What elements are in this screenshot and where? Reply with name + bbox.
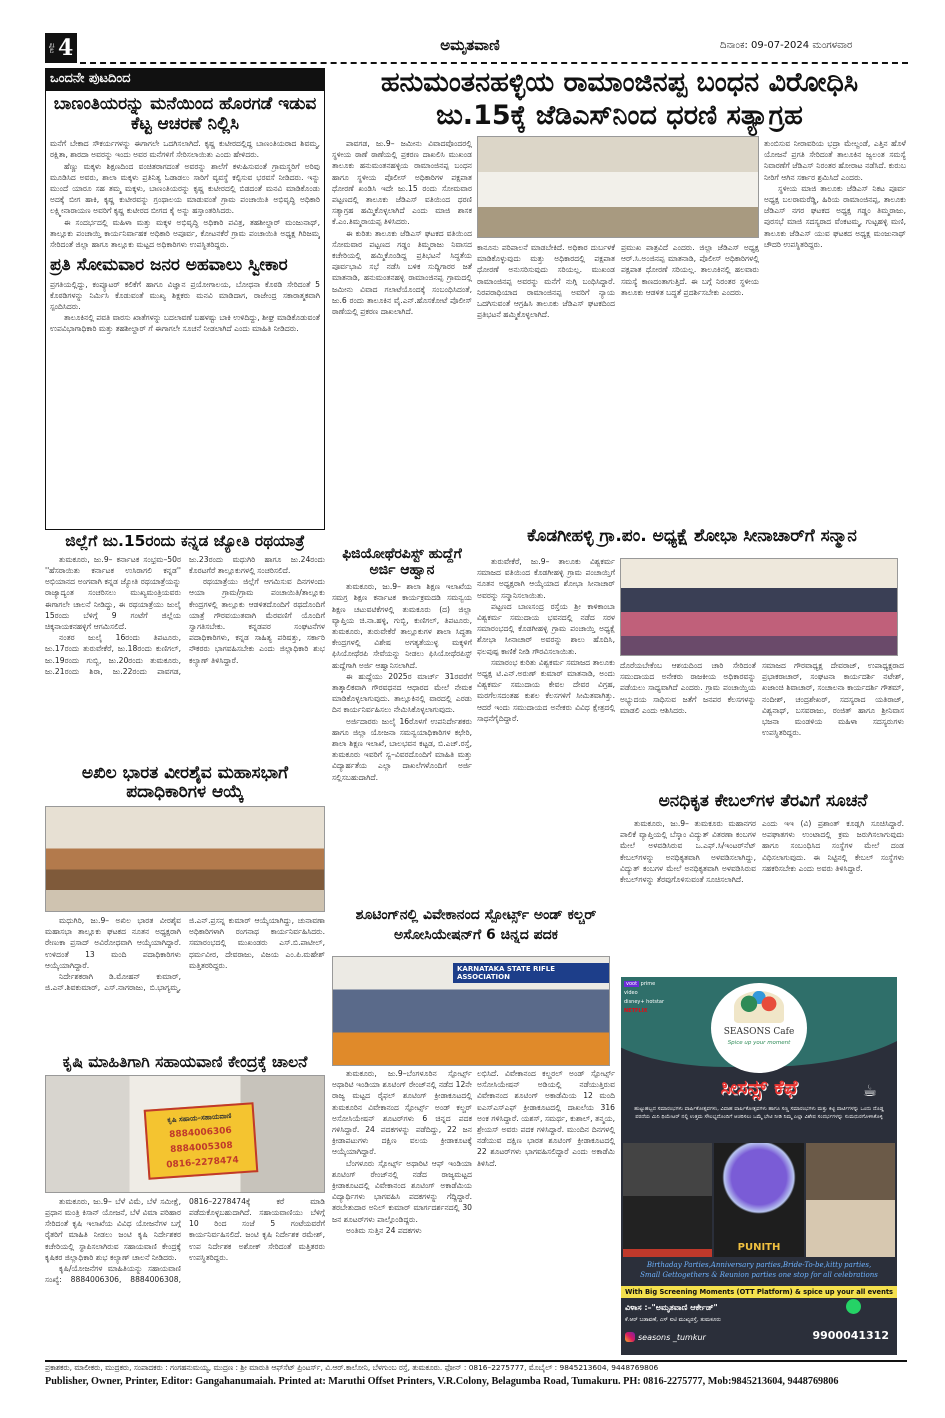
masthead-rule — [80, 62, 908, 64]
shooting-team-photo — [332, 956, 610, 1066]
logo-tagline: Spice up your moment — [727, 1040, 791, 1046]
banner-text: KARNATAKA STATE RIFLE ASSOCIATION — [453, 963, 609, 983]
netflix-logo: NETFLIX — [624, 1008, 648, 1014]
paragraph: ನಿರ್ದೇಶಕರಾಗಿ ಡಿ.ಮೋಹನ್ ಕುಮಾರ್, ಜಿ.ಎನ್.ಶಿವಕುಮಾರ್, ಎಸ್.ನಾಗರಾಜು, ಬಿ.ಭಾಗ್ಯಮ್ಮ, ಜಿ.ಎನ್.ಪ್ರಸನ್ನ ಕುಮಾರ್ ಆಯ್ಕೆಯಾಗಿದ್ದು, ಚುನಾವಣಾ ಅಧಿಕಾರಿಗಳಾಗಿ ರಂಗನಾಥ ಕಾರ್ಯನಿರ್ವಹಿಸಿದರು. ಸಮಾರಂಭದಲ್ಲಿ ಮುಖಂಡರು ಎಸ್.ಬಿ.ಪಾಟೀಲ್, ಧರ್ಮವೀರ, ದೇವರಾಜು, ವಿಜಯ ಎಂ.ಪಿ.ಮಹೇಶ್ ಮತ್ತಿತರರಿದ್ದರು. — [45, 915, 325, 993]
helpline-banner — [144, 1102, 259, 1180]
coffee-cup-icon: ☕ — [862, 1081, 877, 1100]
article-body — [50, 279, 320, 335]
paragraph: ನಂತರ ಜುಲೈ 16ರಂದು ತಿಪಟೂರು, ಜು.17ರಂದು ತುರುವೇಕೆರೆ, ಜು.18ರಂದು ಕುಣಿಗಲ್, ಜು.19ರಂದು ಗುಬ್ಬಿ, ಜು.20ರಂದು ತುಮಕೂರು, ಜು.21ರಂದು ಶಿರಾ, ಜು.22ರಂದು ಪಾವಗಡ, ಜು.23ರಂದು ಮಧುಗಿರಿ ಹಾಗೂ ಜು.24ರಂದು ಕೊರಟಗೆರೆ ತಾಲ್ಲೂಕುಗಳಲ್ಲಿ ಸಂಚರಿಸಲಿದೆ. — [45, 554, 325, 676]
paragraph: ಪ್ರಮುಖ ಪಾತ್ರವಿದೆ ಎಂದರು. ಜಿಲ್ಲಾ ಜೆಡಿಎಸ್ ಅಧ್ಯಕ್ಷ ಆರ್.ಸಿ.ಅಂಜಿನಪ್ಪ ಮಾತನಾಡಿ, ಪೊಲೀಸ್ ಅಧಿಕಾರಿಗಳಲ್ಲಿ ಪಕ್ಷಪಾತ ಧೋರಣೆ ಸರಿಯಲ್ಲ. ತಾಲೂಕಿನಲ್ಲಿ ಹಲವಾರು ಸಮಸ್ಯೆ ಕಾಣದಂತಾಗುತ್ತಿದೆ. ಈ ಬಗ್ಗೆ ನಿರಂತರ ಸ್ಥಳೀಯ ತಾಲೂಕು ಆಡಳಿತ ಬದ್ಧತೆ ಪ್ರದರ್ಶಿಸಬೇಕು ಎಂದರು. — [621, 243, 759, 297]
footer-kannada: ಪ್ರಕಾಶಕರು, ಮಾಲೀಕರು, ಮುದ್ರಕರು, ಸಂಪಾದಕರು : ಗಂಗಹನುಮಯ್ಯ, ಮುದ್ರಣ : ಶ್ರೀ ಮಾರುತಿ ಆಫ್‌ಸೆಟ್ ಪ್ರಿಂಟರ್ಸ್, ವಿ.ಆರ್.ಕಾಲೋನಿ, ಬೆಳಗುಂಬ ರಸ್ತೆ, ತುಮಕೂರು. ಫೋನ್ : 0816–2275777, ಮೊಬೈಲ್ : 9845213604, 9448769806 — [45, 1363, 659, 1372]
paragraph: ತುಂಬಿಸುವ ನೀರಾವರಿಯ ಭದ್ರಾ ಮೇಲ್ದಂಡೆ, ಎತ್ತಿನ ಹೊಳೆ ಯೋಜನೆ ಪ್ರಗತಿ ಸೇರಿದಂತೆ ತಾಲೂಕಿನ ಜ್ವಲಂತ ಸಮಸ್ಯೆ ನಿವಾರಣೆಗೆ ಜೆಡಿಎಸ್ ನಿರಂತರ ಹೋರಾಟ ನಡೆಸಿದೆ. ಕುರುಬ ನೀರಿಗೆ ಆಗಿನ ಸರ್ಕಾರ ಶ್ರಮಿಸಿದೆ ಎಂದರು. — [764, 139, 906, 182]
article-headline: ಕೃಷಿ ಮಾಹಿತಿಗಾಗಿ ಸಹಾಯವಾಣಿ ಕೇಂದ್ರಕ್ಕೆ ಚಾಲನೆ — [62, 1052, 308, 1071]
instagram-handle: seasons _tumkur — [638, 1332, 706, 1342]
left-column — [45, 68, 325, 1334]
banner-phone: 8884006306 — [168, 1125, 233, 1140]
tree-icon — [734, 991, 784, 1023]
felicitation-photo — [620, 558, 898, 656]
banner-title: ಕೃಷಿ ಸಹಾಯ–ಸಹಾಯವಾಣಿ — [167, 1111, 232, 1125]
paragraph: ತುಮಕೂರು, ಜು.9– ಶಾಲಾ ಶಿಕ್ಷಣ ಇಲಾಖೆಯ ಸಮಗ್ರ ಶಿಕ್ಷಣ ಕರ್ನಾಟಕ ಕಾರ್ಯಕ್ರಮದಡಿ ಸಮನ್ವಯ ಶಿಕ್ಷಣ ಚಟುವಟಿಕೆಗಳಲ್ಲಿ ತುಮಕೂರು (ದ) ಜಿಲ್ಲಾ ವ್ಯಾಪ್ತಿಯ ಚಿ.ನಾ.ಹಳ್ಳಿ, ಗುಬ್ಬಿ, ಕುಣಿಗಲ್, ತಿಪಟೂರು, ತುಮಕೂರು, ತುರುವೇಕೆರೆ ತಾಲ್ಲೂಕುಗಳ ಶಾಲಾ ಸಿದ್ಧತಾ ಕೇಂದ್ರಗಳಲ್ಲಿ ವಿಶೇಷ ಅಗತ್ಯತೆಯುಳ್ಳ ಮಕ್ಕಳಿಗೆ ಫಿಸಿಯೋಥೆರಪಿ ಸೇವೆಯನ್ನು ನೀಡಲು ಫಿಸಿಯೋಥೆರಪಿಸ್ಟ್ ಹುದ್ದೆಗಾಗಿ ಅರ್ಜಿ ಆಹ್ವಾನಿಸಲಾಗಿದೆ. — [332, 582, 472, 670]
footer-rule — [45, 1360, 907, 1362]
article-body — [332, 1068, 472, 1358]
logo-text: SEASONS Cafe — [723, 1027, 795, 1037]
article-body — [477, 556, 615, 896]
article-body — [332, 138, 472, 526]
venue-photo — [623, 1143, 712, 1257]
article-body — [620, 660, 756, 784]
seasons-cafe-ad — [621, 977, 897, 1355]
paragraph: ತುಮಕೂರು, ಜು.9–ಬೆಂಗಳೂರಿನ ಸ್ಪೋರ್ಟ್ಸ್ ಅಥಾರಿಟಿ ಇಂಡಿಯಾ ಶೂಟಿಂಗ್ ರೇಂಜ್‌ನಲ್ಲಿ ನಡೆದ 12ನೇ ರಾಜ್ಯ ಮಟ್ಟದ ರೈಫಲ್ ಶೂಟಿಂಗ್ ಕ್ರೀಡಾಕೂಟದಲ್ಲಿ ತುಮಕೂರಿನ ವಿವೇಕಾನಂದ ಸ್ಪೋರ್ಟ್ಸ್ ಅಂಡ್ ಕಲ್ಚರ್ ಅಸೋಸಿಯೇಷನ್ ಶೂಟರ್‌ಗಳು 6 ಚಿನ್ನದ ಪದಕ ಗಳಿಸಿದ್ದಾರೆ. 24 ಪದಕಗಳನ್ನು ಪಡೆದಿದ್ದು, 22 ಜನ ಕ್ರೀಡಾಪಟುಗಳು ದಕ್ಷಿಣ ವಲಯ ಕ್ರೀಡಾಕೂಟಕ್ಕೆ ಆಯ್ಕೆಯಾಗಿದ್ದಾರೆ. — [332, 1069, 472, 1157]
paragraph: ಸಮಾಜದ ಗೌರವಾಧ್ಯಕ್ಷ ದೇವರಾಜ್, ಉಪಾಧ್ಯಕ್ಷರಾದ ಪ್ರಭಾಕರಾಚಾರ್, ಸಂಘಟನಾ ಕಾರ್ಯದರ್ಶಿ ನಟೇಶ್, ಖಜಾಂಚಿ ಶಿವಾಚಾರ್, ಸಂಚಾಲನಾ ಕಾರ್ಯದರ್ಶಿ ಗೌತಮ್, ನಂದೀಶ್, ಚಂದ್ರಶೇಖರ್, ಸದಸ್ಯರಾದ ಯತಿರಾಜ್, ವಿಶ್ವನಾಥ್, ಬಸವರಾಜು, ರಂಜಿತ್ ಹಾಗೂ ಶ್ರೀನಿವಾಸ ಭಜನಾ ಮಂಡಳಿಯ ಮಹಿಳಾ ಸದಸ್ಯರುಗಳು ಉಪಸ್ಥಿತರಿದ್ದರು. — [762, 661, 904, 738]
paragraph: ಹೆಣ್ಣು ಮಕ್ಕಳು ಶಿಕ್ಷಣದಿಂದ ವಂಚಿತರಾಗದಂತೆ ಅವರನ್ನು ಶಾಲೆಗೆ ಕಳುಹಿಸುವಂತೆ ಗ್ರಾಮಸ್ಥರಿಗೆ ಅರಿವು ಮೂಡಿಸಿದ ಅವರು, ಶಾಲಾ ಮಕ್ಕಳು ಪ್ರತಿನಿತ್ಯ ಓಡಾಡಲು ಸಾರಿಗೆ ವ್ಯವಸ್ಥೆ ಕಲ್ಪಿಸುವ ಭರವಸೆ ನೀಡಿದರು. ಇನ್ನು ಮುಂದೆ ಯಾರೂ ಸಹ ತಮ್ಮ ಮಕ್ಕಳು, ಬಾಣಂತಿಯರನ್ನು ಕೃಷ್ಣ ಕುಟೀರದಲ್ಲಿ ಬಿಡದಂತೆ ಮನವಿ ಮಾಡಿಕೊಂಡು ಅದಕ್ಕೆ ಬೀಗ ಹಾಕಿ, ಕೃಷ್ಣ ಕುಟೀರವನ್ನು ಗ್ರಂಥಾಲಯ ಮಾಡುವಂತೆ ಗ್ರಾಮ ಪಂಚಾಯಿತಿ ಅಭಿವೃದ್ಧಿ ಅಧಿಕಾರಿ ಲಕ್ಷ್ಮೀನಾರಾಯಣ ಅವರಿಗೆ ಕೃಷ್ಣ ಕುಟೀರದ ಬೀಗದ ಕೈ ಅನ್ನು ಹಸ್ತಾಂತರಿಸಿದರು. — [50, 161, 320, 216]
paragraph: ಪಾವಗಡ, ಜು.9– ಜಮೀನು ವಿವಾದವೊಂದರಲ್ಲಿ ಸ್ಥಳೀಯ ಠಾಣೆ ಠಾಣೆಯಲ್ಲಿ ಪ್ರಕರಣ ದಾಖಲಿಸಿ ಮುಖಂಡ ತಾಲೂಕು ಹನುಮಂತನಹಳ್ಳಿಯ ರಾಮಾಂಜಿನಪ್ಪ ಬಂಧನ ಹಾಗೂ ಸ್ಥಳೀಯ ಪೊಲೀಸ್ ಅಧಿಕಾರಿಗಳ ಪಕ್ಷಪಾತ ಧೋರಣೆ ಖಂಡಿಸಿ ಇದೇ ಜು.15 ರಂದು ಸೋಮವಾರ ಪಟ್ಟಣದಲ್ಲಿ ತಾಲೂಕು ಜೆಡಿಎಸ್ ವತಿಯಿಂದ ಧರಣಿ ಸತ್ಯಾಗ್ರಹ ಹಮ್ಮಿಕೊಳ್ಳಲಾಗಿದೆ ಎಂದು ಮಾಜಿ ಶಾಸಕ ಕೆ.ಎಂ.ತಿಮ್ಮರಾಯಪ್ಪ ತಿಳಿಸಿದರು. — [332, 139, 472, 227]
voot-logo: voot — [626, 981, 638, 987]
paragraph: ದೊರೆಯಬೇಕೆಂಬ ಆಶಯದಿಂದ ಚಾರಿ ಸೇರಿದಂತೆ ಸಮುದಾಯದ ಅನೇಕರು ರಾಜಕೀಯ ಅಧಿಕಾರವನ್ನು ಪಡೆಯಲು ಸಾಧ್ಯವಾಗಿದೆ ಎಂದರು. ಗ್ರಾಮ ಪಂಚಾಯ್ತಿಯ ಅಭ್ಯುದಯ ಸಾಧಿಸುವ ಜತೆಗೆ ಜನಪರ ಕೆಲಸಗಳನ್ನು ಮಾಡಲಿ ಎಂದು ಆಶಿಸಿದರು. — [620, 661, 756, 715]
paragraph: ಎಂದು ಇಇ (ವಿ) ಪ್ರಶಾಂತ್ ಕೂಡ್ಲಗಿ ಸೂಚಿಸಿದ್ದಾರೆ. ಅಪಘಾತಗಳು ಉಂಟಾದಲ್ಲಿ ಕ್ರಮ ಜರುಗಿಸಲಾಗುವುದು ಹಾಗೂ ಸಂಬಂಧಿಸಿದ ಸಂಸ್ಥೆಗಳ ಮೇಲೆ ದಂಡ ವಿಧಿಸಲಾಗುವುದು. ಈ ನಿಟ್ಟಿನಲ್ಲಿ ಕೇಬಲ್ ಸಂಸ್ಥೆಗಳು ಸಹಕರಿಸಬೇಕು ಎಂದು ಅವರು ತಿಳಿಸಿದ್ದಾರೆ. — [762, 819, 904, 873]
cafe-logo — [711, 983, 807, 1073]
paper-name: ಅಮೃತವಾಣಿ — [440, 36, 500, 54]
ad-instagram — [625, 1332, 706, 1342]
paragraph: ಈ ಕುರಿತು ತಾಲೂಕು ಜೆಡಿಎಸ್ ಘಟಕದ ವತಿಯಿಂದ ಸೋಮವಾರ ಪಟ್ಟಣದ ಗಡ್ಡಂ ತಿಮ್ಮರಾಜು ನಿವಾಸದ ಕಚೇರಿಯಲ್ಲಿ ಹಮ್ಮಿಕೊಂಡಿದ್ದ ಪ್ರತಿಭಟನೆ ಸಿದ್ಧತೆಯ ಪೂರ್ವಭಾವಿ ಸಭೆ ನಡೆಸಿ ಬಳಿಕ ಸುದ್ದಿಗಾರರ ಜತೆ ಮಾತನಾಡಿ, ಹನುಮಂತನಹಳ್ಳಿ ರಾಮಾಂಜಿನಪ್ಪ ಗ್ರಾಮದಲ್ಲಿ ಜಮೀನು ವಿವಾದ ಗಲಾಟೆಯೊಂದಕ್ಕೆ ಸಂಬಂಧಿಸಿದಂತೆ, ಜು.6 ರಂದು ತಾಲೂಕಿನ ವೈ.ಎನ್.ಹೊಸಕೋಟೆ ಪೊಲೀಸ್ ಠಾಣೆಯಲ್ಲಿ ಪ್ರಕರಣ ದಾಖಲಾಗಿದೆ. — [332, 228, 472, 317]
paragraph: ರಥಯಾತ್ರೆಯು ಜಿಲ್ಲೆಗೆ ಆಗಮಿಸುವ ದಿನಗಳಂದು ಆಯಾ ಗ್ರಾಮ/ಗ್ರಾಮ ಪಂಚಾಯಿತಿ/ತಾಲ್ಲೂಕು ಕೇಂದ್ರಗಳಲ್ಲಿ ತಾಲ್ಲೂಕು ಆಡಳಿತದೊಂದಿಗೆ ರಥದೊಂದಿಗೆ ಯಾತ್ರೆ ಗೌರವಯುತವಾಗಿ ಮೆರವಣಿಗೆ ಯೊಂದಿಗೆ ಸ್ವಾಗತಿಸಬೇಕು. ಕನ್ನಡಪರ ಸಂಘಟನೆಗಳ ಪದಾಧಿಕಾರಿಗಳು, ಕನ್ನಡ ಸಾಹಿತ್ಯ ಪರಿಷತ್ತು, ಸರ್ಕಾರಿ ನೌಕರರು ಭಾಗವಹಿಸಬೇಕು ಎಂದು ಜಿಲ್ಲಾಧಿಕಾರಿ ಶುಭ ಕಲ್ಯಾಣ್ ತಿಳಿಸಿದ್ದಾರೆ. — [189, 577, 325, 665]
paragraph: ಅಂತಿಮ ಸುತ್ತಿನ 24 ಪದಕಗಳು — [346, 1225, 422, 1235]
ott-logos — [624, 980, 668, 1016]
ad-english-line: Birthaday Parties,Anniversary parties,Bride-To-be,kitty parties, — [646, 1261, 872, 1269]
hotstar-logo: disney+ hotstar — [624, 999, 665, 1005]
page-label: ಪುಟ — [48, 42, 56, 54]
issue-date: ದಿನಾಂಕ: 09-07-2024 ಮಂಗಳವಾರ — [720, 40, 853, 51]
ad-kannada-desc: ಹುಟ್ಟುಹಬ್ಬದ ಸಮಾರಂಭಗಳು ವಾರ್ಷಿಕೋತ್ಸವಗಳು, ವಿವಾಹ ವಾರ್ಷಿಕೋತ್ಸವಗಳು ಹಾಗೂ ಸಣ್ಣ ಸಮಾರಂಭಗಳು ಮತ್ತು ಕಿಟ್ಟಿ ಪಾರ್ಟಿಗಳನ್ನು ಒಂದು ದೊಡ್ಡ ಪರದೆಯ ಮಿನಿ ಥಿಯೇಟರ್ ನಲ್ಲಿ ಉತ್ತಮ ಸೌಲಭ್ಯದೊಂದಿಗೆ ಆಚರಿಸಲು ಒಮ್ಮೆ ಭೇಟಿ ನೀಡಿ ನಿಮ್ಮ ಎಲ್ಲಾ ವಿಶೇಷ ಸಂದರ್ಭಗಳನ್ನು ಸುಮಧುರಗೊಳಿಸಿಕೊಳ್ಳಿ — [634, 1106, 884, 1120]
ad-cafe-name: ಸೀಸನ್ಸ್ ಕೆಫೆ — [720, 1075, 798, 1099]
article-headline: ಫಿಜಿಯೋಥೆರಪಿಸ್ಟ್ ಹುದ್ದೆಗೆ ಅರ್ಜಿ ಆಹ್ವಾನ — [342, 546, 462, 579]
ad-photo-collage — [623, 1143, 895, 1257]
cafe-interior-photo — [806, 1143, 895, 1257]
banner-phone: 0816-2278474 — [165, 1155, 240, 1171]
paragraph: ಈ ಹುದ್ದೆಯು 2025ರ ಮಾರ್ಚ್ 31ರವರೆಗೆ ತಾತ್ಕಾಲಿಕವಾಗಿ ಗೌರವಧನದ ಆಧಾರದ ಮೇಲೆ ನೇಮಕ ಮಾಡಿಕೊಳ್ಳಲಾಗುವುದು. ತಾಲ್ಲೂಕಿನಲ್ಲಿ ವಾರದಲ್ಲಿ ಎರಡು ದಿನ ಕಾರ್ಯನಿರ್ವಹಿಸಲು ನೇಮಿಸಿಕೊಳ್ಳಲಾಗುವುದು. — [332, 671, 472, 715]
article-body — [762, 818, 904, 972]
paragraph: ತಾಲೂಕಿನಲ್ಲಿ ಪವತಿ ವಾರಸು ಖಾತೆಗಳನ್ನು ಬದಲಾವಣೆ ಬಹಳಷ್ಟು ಬಾಕಿ ಉಳಿದಿದ್ದು, ಶೀಘ್ರ ಮಾಡಿಕೊಡುವಂತೆ ಉಪವಿಭಾಗಾಧಿಕಾರಿ ಮತ್ತು ತಹಶೀಲ್ದಾರ್ ಗೆ ಈಗಾಗಲೇ ಸೂಚನೆ ನೀಡಲಾಗಿದೆ ಎಂದು ಮಾಹಿತಿ ನೀಡಿದರು. — [50, 313, 320, 334]
article-body — [764, 138, 906, 526]
paragraph: ಸಮಾರಂಭ ಕುರಿತು ವಿಶ್ವಕರ್ಮ ಸಮಾಜದ ತಾಲೂಕು ಅಧ್ಯಕ್ಷ ಟಿ.ಎನ್.ಅರುಣ್ ಕುಮಾರ್ ಮಾತನಾಡಿ, ಅಂದು ವಿಶ್ವಕರ್ಮ ಸಮುದಾಯ ಕೇವಲ ದೇವರ ವಿಗ್ರಹ, ಮರಗೆಲಸದಂತಹ ಕುಶಲ ಕೆಲಸಗಳಿಗೆ ಸೀಮಿತವಾಗಿತ್ತು. ಆದರೆ ಇಂದು ಸಮುದಾಯದ ಅನೇಕರು ವಿವಿಧ ಕ್ಷೇತ್ರದಲ್ಲಿ ಸಾಧನೆಗೈದಿದ್ದಾರೆ. — [477, 657, 615, 723]
banner-phone: 8884005308 — [169, 1140, 234, 1155]
cake-name: PUNITH — [737, 1242, 781, 1253]
paragraph: ಮನೆಗೆ ಬೇಕಾದ ಸೌಕರ್ಯಗಳನ್ನು ಈಗಾಗಲೇ ಒದಗಿಸಲಾಗಿದೆ. ಕೃಷ್ಣ ಕುಟೀರದಲ್ಲಿದ್ದ ಬಾಣಂತಿಯರಾದ ಶಿವಮ್ಮ, ರಕ್ಷಿತಾ, ಶಾರದಾ ಅವರನ್ನು ಇಂದು ಅವರ ಮನೆಗಳಿಗೆ ಸೇರಿಸಲಾಯಿತು ಎಂದು ಹೇಳಿದರು. — [50, 139, 320, 160]
ad-english-line: Small Gettogethers & Reunion parties one stop for all celebrations — [640, 1271, 878, 1279]
article-body — [620, 818, 756, 972]
prime-logo: prime video — [624, 981, 656, 996]
ad-english-text — [621, 1260, 897, 1280]
paragraph: ಲಭಿಸಿದೆ. ವಿವೇಕಾನಂದ ಕಲ್ಚರಲ್ ಅಂಡ್ ಸ್ಪೋರ್ಟ್ಸ್ ಅಸೋಸಿಯೇಷನ್ ಅಡಿಯಲ್ಲಿ ನಡೆಯುತ್ತಿರುವ ವಿವೇಕಾನಂದ ಶೂಟಿಂಗ್ ಅಕಾಡೆಮಿಯ 12 ಮಂದಿ ಐಎಸ್‌ಎಸ್‌ಎಫ್ ಕ್ರೀಡಾಕೂಟದಲ್ಲಿ ದಾಖಲೆಯ 316 ಅಂಕ ಗಳಿಸಿದ್ದಾರೆ. ಯಶಸ್, ಸಮರ್ಥ, ಕುಶಾಲ್, ತನ್ಮಯ, ಶ್ರೇಯಸ್ ಅವರು ಪದಕ ಗಳಿಸಿದ್ದಾರೆ. ಮುಂದಿನ ದಿನಗಳಲ್ಲಿ ನಡೆಯುವ ದಕ್ಷಿಣ ಭಾರತ ಶೂಟಿಂಗ್ ಕ್ರೀಡಾಕೂಟದಲ್ಲಿ 22 ಶೂಟರ್‌ಗಳು ಭಾಗವಹಿಸಲಿದ್ದಾರೆ ಎಂದು ಅಕಾಡೆಮಿ ತಿಳಿಸಿದೆ. — [477, 1069, 615, 1168]
article-headline: ಅನಧಿಕೃತ ಕೇಬಲ್‌ಗಳ ತೆರವಿಗೆ ಸೂಚನೆ — [658, 791, 868, 811]
whatsapp-icon — [846, 1299, 861, 1314]
article-body — [621, 242, 759, 526]
article-headline: ಜಿಲ್ಲೆಗೆ ಜು.15ರಂದು ಕನ್ನಡ ಜ್ಯೋತಿ ರಥಯಾತ್ರೆ — [65, 532, 305, 550]
paragraph: ಪಟ್ಟಣದ ಬಾಣಸಂದ್ರ ರಸ್ತೆಯ ಶ್ರೀ ಕಾಳಿಕಾಂಬಾ ವಿಶ್ವಕರ್ಮ ಸಮುದಾಯ ಭವನದಲ್ಲಿ ನಡೆದ ಸರಳ ಸಮಾರಂಭದಲ್ಲಿ ಕೊಡಗೀಹಳ್ಳಿ ಗ್ರಾಮ ಪಂಚಾಯ್ತಿ ಅಧ್ಯಕ್ಷೆ ಶೋಭಾ ಸೀನಾಚಾರ್ ಅವರನ್ನು ಶಾಲು ಹೊದಿಸಿ, ಫಲಪುಷ್ಪ ಕಾಣಿಕೆ ನೀಡಿ ಗೌರವಿಸಲಾಯಿತು. — [477, 601, 615, 656]
paragraph: ಮಧುಗಿರಿ, ಜು.9– ಅಖಿಲ ಭಾರತ ವೀರಶೈವ ಮಹಾಸಭಾ ತಾಲ್ಲೂಕು ಘಟಕದ ನೂತನ ಅಧ್ಯಕ್ಷರಾಗಿ ರೇಣುಕಾ ಪ್ರಸಾದ್ ಅವಿರೋಧವಾಗಿ ಆಯ್ಕೆಯಾಗಿದ್ದಾರೆ. ಉಳಿದಂತೆ 13 ಮಂದಿ ಪದಾಧಿಕಾರಿಗಳು ಆಯ್ಕೆಯಾಗಿದ್ದಾರೆ. — [45, 915, 181, 970]
section-label: ಒಂದನೇ ಪುಟದಿಂದ — [45, 68, 325, 90]
helpline-launch-photo — [45, 1075, 325, 1193]
paragraph: ಅರ್ಜಿದಾರರು ಜುಲೈ 16ರೊಳಗೆ ಉಪನಿರ್ದೇಶಕರು ಹಾಗೂ ಜಿಲ್ಲಾ ಯೋಜನಾ ಸಮನ್ವಯಾಧಿಕಾರಿಗಳ ಕಛೇರಿ, ಶಾಲಾ ಶಿಕ್ಷಣ ಇಲಾಖೆ, ಬಾಲಭವನ ಕಟ್ಟಡ, ಬಿ.ಎಚ್.ರಸ್ತೆ, ತುಮಕೂರು ಇವರಿಗೆ ಸ್ವ–ವಿವರದೊಂದಿಗೆ ಮಾಹಿತಿ ಮತ್ತು ವಿದ್ಯಾರ್ಹತೆಯ ಎಲ್ಲಾ ದಾಖಲೆಗಳೊಂದಿಗೆ ಅರ್ಜಿ ಸಲ್ಲಿಸಬಹುದಾಗಿದೆ. — [332, 716, 472, 782]
paragraph: ಬೆಂಗಳೂರು ಸ್ಪೋರ್ಟ್ಸ್ ಅಥಾರಿಟಿ ಆಫ್ ಇಂಡಿಯಾ ಶೂಟಿಂಗ್ ರೇಂಜ್‌ನಲ್ಲಿ ನಡೆದ ರಾಜ್ಯಮಟ್ಟದ ಕ್ರೀಡಾಕೂಟದಲ್ಲಿ ವಿವೇಕಾನಂದ ಶೂಟಿಂಗ್ ಅಕಾಡೆಮಿಯ ವಿದ್ಯಾರ್ಥಿಗಳು ಭಾಗವಹಿಸಿ ಪದಕಗಳನ್ನು ಗೆದ್ದಿದ್ದಾರೆ. ತರಬೇತುದಾರ ಅನಿಲ್ ಕುಮಾರ್ ಮಾರ್ಗದರ್ಶನದಲ್ಲಿ 30 ಜನ ಶೂಟರ್‌ಗಳು ಪಾಲ್ಗೊಂಡಿದ್ದರು. — [332, 1158, 472, 1224]
article-box — [45, 90, 325, 530]
article-headline: ಬಾಣಂತಿಯರನ್ನು ಮನೆಯಿಂದ ಹೊರಗಡೆ ಇಡುವ ಕೆಟ್ಟ ಆಚರಣೆ ನಿಲ್ಲಿಸಿ — [53, 94, 317, 134]
article-body — [477, 1068, 615, 1358]
paragraph: ತುಮಕೂರು, ಜು.9– ಬೆಳೆ ವಿಮೆ, ಬೆಳೆ ಸಮೀಕ್ಷೆ, ಪ್ರಧಾನ ಮಂತ್ರಿ ಕಿಸಾನ್ ಯೋಜನೆ, ಬೆಳೆ ವಿಮಾ ಪರಿಹಾರ ಸೇರಿದಂತೆ ಕೃಷಿ ಇಲಾಖೆಯ ವಿವಿಧ ಯೋಜನೆಗಳ ಬಗ್ಗೆ ರೈತರಿಗೆ ಮಾಹಿತಿ ನೀಡಲು ಜಂಟಿ ಕೃಷಿ ನಿರ್ದೇಶಕರ ಕಚೇರಿಯಲ್ಲಿ ಸ್ಥಾಪಿಸಲಾಗಿರುವ ಸಹಾಯವಾಣಿ ಕೇಂದ್ರಕ್ಕೆ ಕೃಷಿಕರ ಜಿಲ್ಲಾಧಿಕಾರಿ ಶುಭ ಕಲ್ಯಾಣ್ ಚಾಲನೆ ನೀಡಿದರು. — [45, 1196, 181, 1262]
footer-english: Publisher, Owner, Printer, Editor: Gangahanumaiah. Printed at: Maruthi Offset Printers, V.R.Colony, Belagumba Road, Tumakuru. PH: 0816-2275777, Mob:9845213604, 9448769806 — [45, 1376, 839, 1387]
article-body — [45, 1196, 325, 1334]
article-headline: ಪ್ರತಿ ಸೋಮವಾರ ಜನರ ಅಹವಾಲು ಸ್ವೀಕಾರ — [50, 255, 288, 276]
ad-address: ಕೆ.ಆರ್ ಬಡಾವಣೆ, ಎಸ್ ಐಟಿ ಮುಖ್ಯರಸ್ತೆ, ತುಮಕೂರು — [625, 1317, 721, 1323]
paragraph: ಪ್ರಗತಿಯಲ್ಲಿದ್ದು, ಕಂಪ್ಯೂಟರ್ ಕಲಿಕೆಗೆ ಹಾಗೂ ವಿಜ್ಞಾನ ಪ್ರಯೋಗಾಲಯ, ಬೋಧನಾ ಕೊಠಡಿ ಸೇರಿದಂತೆ 5 ಕೊಠಡಿಗಳನ್ನು ನಿರ್ಮಿಸಿ ಕೊಡುವಂತೆ ಮುಖ್ಯ ಶಿಕ್ಷಕರು ಮನವಿ ಮಾಡಿದಾಗ, ರಾಜೇಂದ್ರ ಸಕಾರಾತ್ಮಕವಾಗಿ ಸ್ಪಂದಿಸಿದರು. — [50, 279, 320, 312]
article-body — [45, 915, 325, 1051]
article-headline: ಶೂಟಿಂಗ್‌ನಲ್ಲಿ ವಿವೇಕಾನಂದ ಸ್ಪೋರ್ಟ್ಸ್ ಅಂಡ್ ಕಲ್ಚರ್ ಅಸೋಸಿಯೇಷನ್‌ಗೆ 6 ಚಿನ್ನದ ಪದಕ — [355, 907, 597, 943]
article-headline: ಅಖಿಲ ಭಾರತ ವೀರಶೈವ ಮಹಾಸಭಾಗೆ ಪದಾಧಿಕಾರಿಗಳ ಆಯ್ಕೆ — [81, 762, 289, 803]
ad-phone: 9900041312 — [812, 1329, 889, 1342]
article-body — [50, 138, 320, 250]
paragraph: ತುರುವೇಕೆರೆ, ಜು.9– ತಾಲೂಕು ವಿಶ್ವಕರ್ಮ ಸಮಾಜದ ವತಿಯಿಂದ ಕೊಡಗೀಹಳ್ಳಿ ಗ್ರಾಮ ಪಂಚಾಯ್ತಿಗೆ ನೂತನ ಅಧ್ಯಕ್ಷರಾಗಿ ಆಯ್ಕೆಯಾದ ಶೋಭಾ ಸೀನಾಚಾರ್ ಅವರನ್ನು ಸನ್ಮಾನಿಸಲಾಯಿತು. — [477, 557, 615, 600]
ad-address-label: ವಿಳಾಸ :–"ಅಮೃತವಾಣಿ ಆರ್ಕೇಡ್" — [625, 1303, 718, 1312]
paragraph: ಈ ಸಂದರ್ಭದಲ್ಲಿ ಮಹಿಳಾ ಮತ್ತು ಮಕ್ಕಳ ಅಭಿವೃದ್ಧಿ ಅಧಿಕಾರಿ ಪವಿತ್ರ, ತಹಶೀಲ್ದಾರ್ ಮಂಜುನಾಥ್, ತಾಲ್ಲೂಕು ಪಂಚಾಯ್ತಿ ಕಾರ್ಯನಿರ್ವಾಹಕ ಅಧಿಕಾರಿ ಅಪೂರ್ವ, ಕೋಟನಕೆರೆ ಗ್ರಾಮ ಪಂಚಾಯಿತಿ ಅಧ್ಯಕ್ಷ ಗಿರಿಜಮ್ಮ ಸೇರಿದಂತೆ ಜಿಲ್ಲಾ ಹಾಗೂ ತಾಲ್ಲೂಕು ಮಟ್ಟದ ಅಧಿಕಾರಿಗಳು ಉಪಸ್ಥಿತರಿದ್ದರು. — [50, 217, 320, 249]
paragraph: ಸ್ಥಳೀಯ ಮಾಜಿ ತಾಲೂಕು ಜೆಡಿಎಸ್ ನಿಕಟ ಪೂರ್ವ ಅಧ್ಯಕ್ಷ ಬಲರಾಮರೆಡ್ಡಿ, ಹಿರಿಯ ರಾಮಾಂಜಿನಪ್ಪ, ತಾಲೂಕು ಜೆಡಿಎಸ್ ನಗರ ಘಟಕದ ಅಧ್ಯಕ್ಷ ಗಡ್ಡಂ ತಿಮ್ಮರಾಜು, ಪುರಸಭೆ ಮಾಜಿ ಸದಸ್ಯರಾದ ವೆಂಕಟಮ್ಮ, ಗುಟ್ಟಹಳ್ಳಿ ಮಣಿ, ತಾಲೂಕು ಜೆಡಿಎಸ್ ಯುವ ಘಟಕದ ಅಧ್ಯಕ್ಷ ಮಂಜುನಾಥ್ ಚೌದರಿ ಉಪಸ್ಥಿತರಿದ್ದರು. — [764, 183, 906, 249]
article-body — [762, 660, 904, 784]
group-photo — [45, 806, 325, 912]
paragraph: ಕೃಷಿ/ಯೋಜನೆಗಳ ಮಾಹಿತಿಯನ್ನು ಸಹಾಯವಾಣಿ ಸಂಖ್ಯೆ: 8884006306, 8884006308, 0816–2278474ಕ್ಕೆ ಕರೆ ಮಾಡಿ ಪಡೆದುಕೊಳ್ಳಬಹುದಾಗಿದೆ. ಸಹಾಯವಾಣಿಯು ಬೆಳಿಗ್ಗೆ 10 ರಿಂದ ಸಂಜೆ 5 ಗಂಟೆಯವರೆಗೆ ಕಾರ್ಯನಿರ್ವಹಿಸಲಿದೆ. ಜಂಟಿ ಕೃಷಿ ನಿರ್ದೇಶಕ ರಮೇಶ್, ಉಪ ನಿರ್ದೇಶಕ ಅಶೋಕ್ ಸೇರಿದಂತೆ ಮತ್ತಿತರರು ಉಪಸ್ಥಿತರಿದ್ದರು. — [45, 1196, 325, 1285]
article-body — [477, 242, 615, 526]
physio-article — [332, 546, 472, 891]
paragraph: ತುಮಕೂರು, ಜು.9– ಕರ್ನಾಟಕ ಸಂಭ್ರಮ–50ರ ''ಹೆಸರಾಯಿತು ಕರ್ನಾಟಕ ಉಸಿರಾಗಲಿ ಕನ್ನಡ'' ಅಭಿಯಾನದ ಅಂಗವಾಗಿ ಕನ್ನಡ ಜ್ಯೋತಿ ರಥಯಾತ್ರೆಯನ್ನು ರಾಜ್ಯಾದ್ಯಂತ ಸಂಚರಿಸಲು ಮುಖ್ಯಮಂತ್ರಿಯವರು ಈಗಾಗಲೇ ಚಾಲನೆ ನೀಡಿದ್ದು, ಈ ರಥಯಾತ್ರೆಯು ಜುಲೈ 15ರಂದು ಬೆಳಿಗ್ಗೆ 9 ಗಂಟೆಗೆ ಜಿಲ್ಲೆಯ ಚಿಕ್ಕನಾಯಕನಹಳ್ಳಿಗೆ ಆಗಮಿಸಲಿದೆ. — [45, 554, 181, 632]
paragraph: ಕಾನೂನು ಪರಿಪಾಲನೆ ಮಾಡಬೇಕಿದೆ. ಅಧಿಕಾರ ದುರ್ಬಳಕೆ ಮಾಡಿಕೊಳ್ಳುವುದು ಮತ್ತು ಅಧಿಕಾರದಲ್ಲಿ ಪಕ್ಷಪಾತ ಧೋರಣೆ ಅನುಸರಿಸುವುದು ಸರಿಯಲ್ಲ. ಮುಖಂಡ ರಾಮಾಂಜಿನಪ್ಪ ಅವರನ್ನು ಮನೆಗೆ ನುಗ್ಗಿ ಬಂಧಿಸಿದ್ದಾರೆ. ನಿರಪರಾಧಿಯಾದ ರಾಮಾಂಜಿನಪ್ಪ ಅವರಿಗೆ ನ್ಯಾಯ ಒದಗಿಸುವಂತೆ ಆಗ್ರಹಿಸಿ ತಾಲೂಕು ಜೆಡಿಎಸ್ ಘಟಕದಿಂದ ಪ್ರತಿಭಟನೆ ಹಮ್ಮಿಕೊಳ್ಳಲಾಗಿದೆ. — [477, 243, 615, 320]
cake-photo — [714, 1143, 803, 1257]
instagram-icon — [625, 1332, 635, 1342]
jds-meeting-photo — [477, 136, 759, 238]
article-headline: ಕೊಡಗೀಹಳ್ಳಿ ಗ್ರಾ.ಪಂ. ಅಧ್ಯಕ್ಷೆ ಶೋಭಾ ಸೀನಾಚಾರ್‌ಗೆ ಸನ್ಮಾನ — [527, 526, 857, 546]
page-number-box — [45, 33, 77, 63]
page-number: 4 — [58, 35, 74, 61]
main-headline — [332, 66, 907, 132]
paragraph: ತುಮಕೂರು, ಜು.9– ತುಮಕೂರು ಮಹಾನಗರ ಪಾಲಿಕೆ ವ್ಯಾಪ್ತಿಯಲ್ಲಿ ಬೆಸ್ಕಾಂ ವಿದ್ಯುತ್ ವಿತರಣಾ ಕಂಬಗಳ ಮೇಲೆ ಅಳವಡಿಸಿರುವ ಒ.ಎಫ್.ಸಿ/ಇಂಟರ್‌ನೆಟ್ ಕೇಬಲ್‌ಗಳನ್ನು ಅನಧಿಕೃತವಾಗಿ ಅಳವಡಿಸಲಾಗಿದ್ದು, ವಿದ್ಯುತ್ ಕಂಬಗಳ ಮೇಲೆ ಅನಧಿಕೃತವಾಗಿ ಅಳವಡಿಸಿರುವ ಕೇಬಲ್‌ಗಳನ್ನು ತೆರವುಗೊಳಿಸುವಂತೆ ಸೂಚಿಸಲಾಗಿದೆ. — [620, 819, 756, 885]
main-headline-line: ಹನುಮಂತನಹಳ್ಳಿಯ ರಾಮಾಂಜಿನಪ್ಪ ಬಂಧನ ವಿರೋಧಿಸಿ — [380, 67, 859, 98]
article-body — [45, 554, 325, 762]
main-headline-line: ಜು.15ಕ್ಕೆ ಜೆಡಿಎಸ್‌ನಿಂದ ಧರಣಿ ಸತ್ಯಾಗ್ರಹ — [436, 100, 803, 131]
ad-yellow-banner: With Big Screening Moments (OTT Platform) & spice up your all events — [621, 1286, 897, 1298]
article-body — [332, 581, 472, 891]
